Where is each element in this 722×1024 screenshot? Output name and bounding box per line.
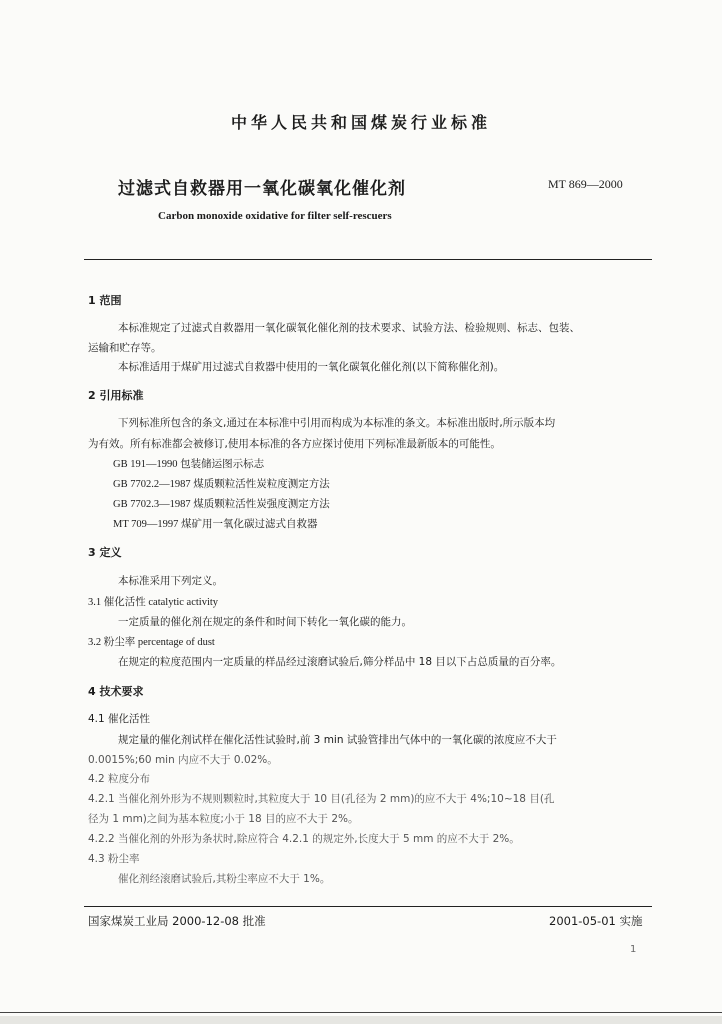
definition-3-2-text: 在规定的粒度范围内一定质量的样品经过滚磨试验后,筛分样品中 18 目以下占总质量的百分率。 — [118, 656, 562, 668]
approval-info: 国家煤炭工业局 2000-12-08 批准 — [88, 914, 266, 928]
subsection-4-3-text: 催化剂经滚磨试验后,其粉尘率应不大于 1%。 — [118, 873, 331, 885]
subsection-4-1-text-line-1: 规定量的催化剂试样在催化活性试验时,前 3 min 试验管排出气体中的一氧化碳的浓度应不大于 — [118, 734, 557, 746]
reference-standard-item: GB 7702.3—1987 煤质颗粒活性炭强度测定方法 — [113, 499, 330, 510]
standard-category-header: 中华人民共和国煤炭行业标准 — [230, 113, 491, 132]
reference-standard-item: GB 191—1990 包装储运图示标志 — [113, 459, 265, 470]
section-4-heading: 4 技术要求 — [88, 685, 144, 698]
section-3-intro: 本标准采用下列定义。 — [118, 575, 223, 587]
subsection-4-1-title: 4.1 催化活性 — [88, 713, 151, 725]
effective-date: 2001-05-01 实施 — [549, 914, 643, 928]
section-2-paragraph-line-2: 为有效。所有标准都会被修订,使用本标准的各方应探讨使用下列标准最新版本的可能性。 — [88, 438, 501, 450]
section-1-heading: 1 范围 — [88, 294, 122, 307]
scan-edge-line — [0, 1012, 722, 1013]
reference-standard-item: MT 709—1997 煤矿用一氧化碳过滤式自救器 — [113, 519, 318, 530]
section-2-heading: 2 引用标准 — [88, 389, 144, 402]
section-3-heading: 3 定义 — [88, 546, 122, 559]
reference-standard-item: GB 7702.2—1987 煤质颗粒活性炭粒度测定方法 — [113, 479, 330, 490]
definition-3-2-title: 3.2 粉尘率 percentage of dust — [88, 637, 215, 648]
subsection-4-2-1-text-line-2: 径为 1 mm)之间为基本粒度;小于 18 目的应不大于 2%。 — [88, 813, 359, 825]
subsection-4-1-text-line-2: 0.0015%;60 min 内应不大于 0.02%。 — [88, 754, 278, 766]
subsection-4-3-title: 4.3 粉尘率 — [88, 853, 140, 865]
scan-bottom-margin — [0, 1016, 722, 1024]
page-number: 1 — [630, 944, 637, 955]
section-1-paragraph-2: 本标准适用于煤矿用过滤式自救器中使用的一氧化碳氧化催化剂(以下简称催化剂)。 — [118, 361, 505, 373]
definition-3-1-text: 一定质量的催化剂在规定的条件和时间下转化一氧化碳的能力。 — [118, 616, 412, 628]
section-1-paragraph-1-line-1: 本标准规定了过滤式自救器用一氧化碳氧化催化剂的技术要求、试验方法、检验规则、标志、包装、 — [118, 322, 580, 334]
subsection-4-2-title: 4.2 粒度分布 — [88, 773, 151, 785]
definition-3-1-title: 3.1 催化活性 catalytic activity — [88, 597, 219, 608]
subsection-4-2-2-text: 4.2.2 当催化剂的外形为条状时,除应符合 4.2.1 的规定外,长度大于 5 mm 的应不大于 2%。 — [88, 833, 520, 845]
footer-divider — [84, 906, 652, 907]
header-divider — [84, 259, 652, 260]
section-2-paragraph-line-1: 下列标准所包含的条文,通过在本标准中引用而构成为本标准的条文。本标准出版时,所示版本均 — [118, 417, 556, 429]
standard-code: MT 869—2000 — [548, 177, 623, 191]
document-title-cn: 过滤式自救器用一氧化碳氧化催化剂 — [118, 179, 406, 199]
document-title-en: Carbon monoxide oxidative for filter self-rescuers — [158, 210, 392, 222]
section-1-paragraph-1-line-2: 运输和贮存等。 — [88, 342, 162, 354]
subsection-4-2-1-text-line-1: 4.2.1 当催化剂外形为不规则颗粒时,其粒度大于 10 目(孔径为 2 mm)的应不大于 4%;10~18 目(孔 — [88, 793, 555, 805]
